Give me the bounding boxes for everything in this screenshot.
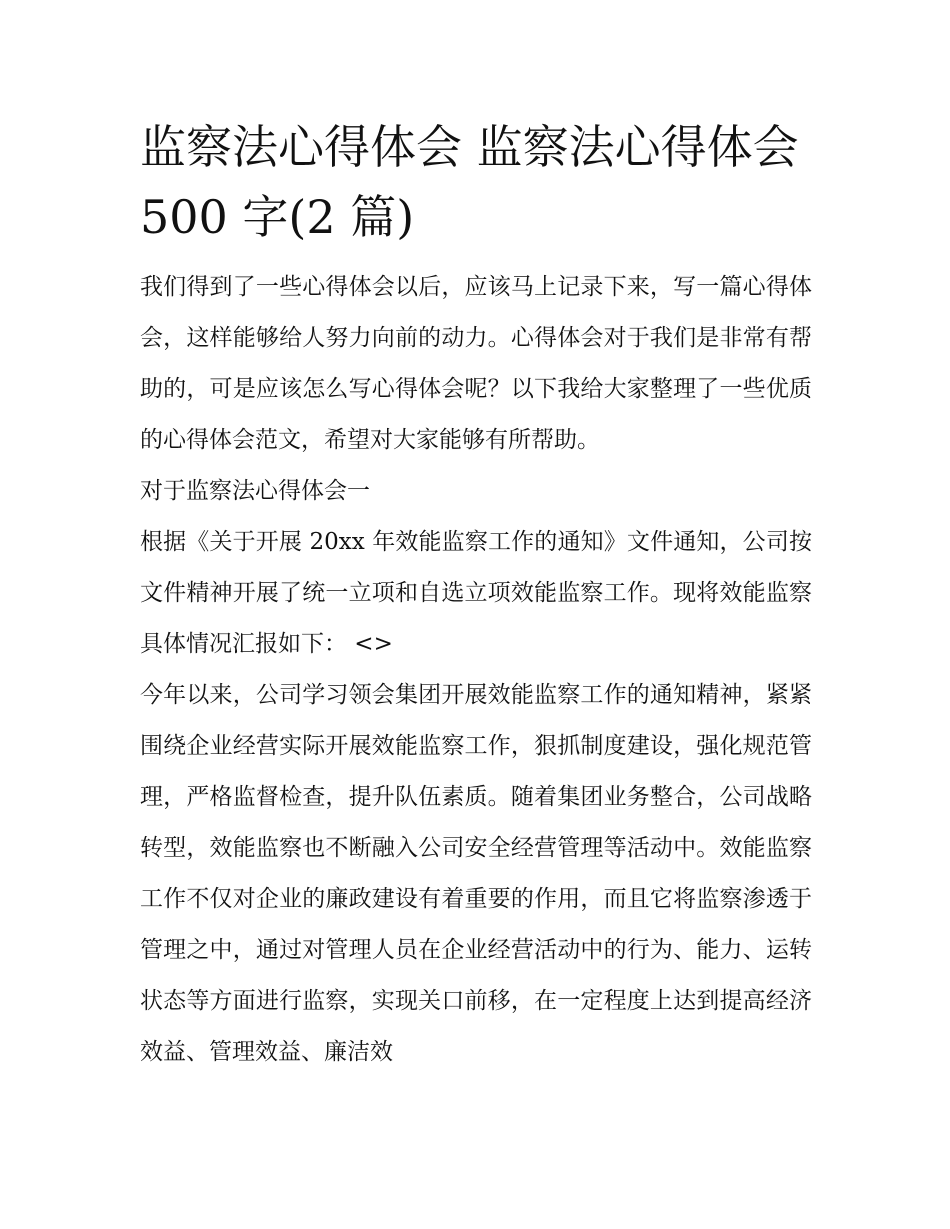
document-title: 监察法心得体会 监察法心得体会 500 字(2 篇) [140,120,799,244]
section-heading: 对于监察法心得体会一 [140,478,370,504]
body-paragraph-notice: 根据《关于开展 20xx 年效能监察工作的通知》文件通知，公司按文件精神开展了统一立项和自选立项效能监察工作。现将效能监察具体情况汇报如下： <> [140,529,812,657]
intro-paragraph: 我们得到了一些心得体会以后，应该马上记录下来，写一篇心得体会，这样能够给人努力向前的动力。心得体会对于我们是非常有帮助的，可是应该怎么写心得体会呢？以下我给大家整理了一些优质的心得体会范文，希望对大家能够有所帮助。 [140,274,812,453]
body-paragraph-summary: 今年以来，公司学习领会集团开展效能监察工作的通知精神，紧紧围绕企业经营实际开展效能监察工作，狠抓制度建设，强化规范管理，严格监督检查，提升队伍素质。随着集团业务整合，公司战略转型，效能监察也不断融入公司安全经营管理等活动中。效能监察工作不仅对企业的廉政建设有着重要的作用，而且它将监察渗透于管理之中，通过对管理人员在企业经营活动中的行为、能力、运转状态等方面进行监察，实现关口前移，在一定程度上达到提高经济效益、管理效益、廉洁效 [140,682,812,1065]
document-page [140,112,812,1078]
